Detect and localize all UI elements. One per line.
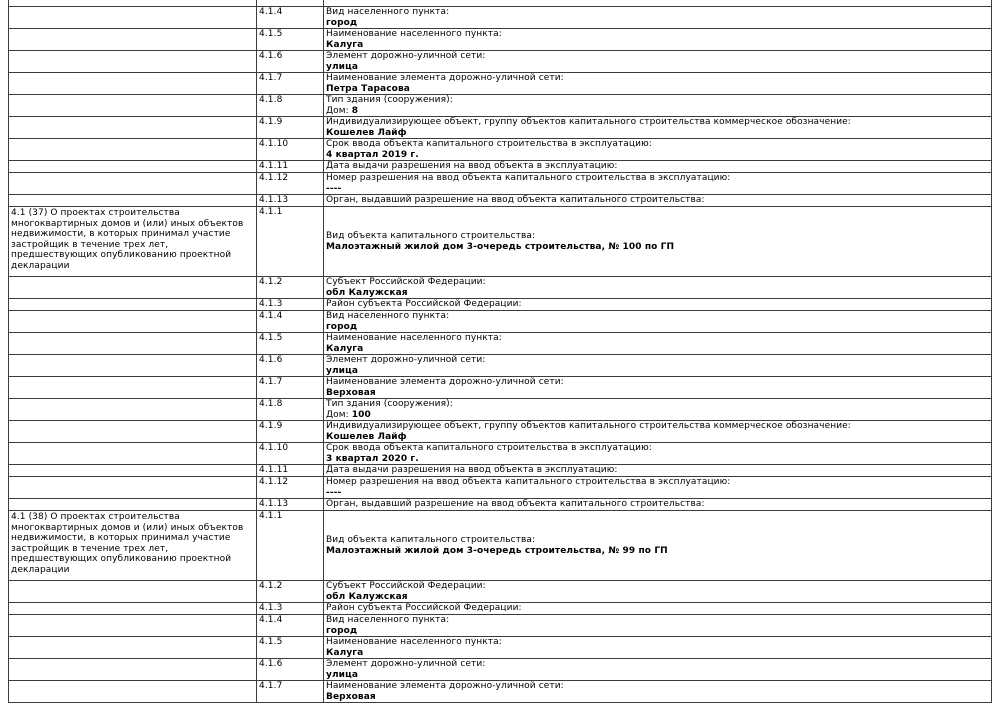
section-cell xyxy=(9,73,257,95)
field-value-text: улица xyxy=(326,61,359,72)
row-number-cell: 4.1.4 xyxy=(257,615,324,637)
field-label: Район субъекта Российской Федерации: xyxy=(326,299,522,309)
section-cell xyxy=(9,465,257,477)
field-label: Дата выдачи разрешения на ввод объекта в эксплуатацию: xyxy=(326,161,618,171)
field-value-text: обл Калужская xyxy=(326,287,408,298)
row-number-cell: 4.1.13 xyxy=(257,499,324,511)
field-value xyxy=(326,592,989,603)
field-value-text: Калуга xyxy=(326,39,364,50)
field-value xyxy=(326,150,989,161)
row-number-cell: 4.1.7 xyxy=(257,681,324,703)
field-value-text: Малоэтажный жилой дом 3-очередь строительства, № 100 по ГП xyxy=(326,241,675,252)
field-label: Наименование населенного пункта: xyxy=(326,29,502,39)
section-cell xyxy=(9,333,257,355)
row-content-cell xyxy=(324,161,992,173)
row-content-cell xyxy=(324,465,992,477)
table-row xyxy=(9,615,992,637)
section-cell xyxy=(9,377,257,399)
section-cell xyxy=(9,51,257,73)
table-row xyxy=(9,95,992,117)
row-number-cell: 4.1.2 xyxy=(257,277,324,299)
field-label: Срок ввода объекта капитального строительства в эксплуатацию: xyxy=(326,443,652,453)
table-row xyxy=(9,207,992,277)
field-value xyxy=(326,84,989,95)
field-value-text: обл Калужская xyxy=(326,591,408,602)
field-label: Субъект Российской Федерации: xyxy=(326,581,486,591)
field-value-text: 4 квартал 2019 г. xyxy=(326,149,419,160)
row-content-cell xyxy=(324,399,992,421)
field-value xyxy=(326,488,989,499)
section-title: 4.1 (37) О проектах строительства многоквартирных домов и (или) иных объектов недвижимости, в которых принимал участие застройщик в течение трех лет, предшествующих опубликованию проектной декларации xyxy=(11,208,244,271)
field-label: Орган, выдавший разрешение на ввод объекта капитального строительства: xyxy=(326,195,705,205)
row-content-cell xyxy=(324,7,992,29)
row-content-cell xyxy=(324,511,992,581)
field-label: Элемент дорожно-уличной сети: xyxy=(326,355,486,365)
row-content-cell xyxy=(324,95,992,117)
field-value xyxy=(326,288,989,299)
table-row xyxy=(9,139,992,161)
field-label: Номер разрешения на ввод объекта капитального строительства в эксплуатацию: xyxy=(326,477,731,487)
row-number-cell: 4.1.6 xyxy=(257,355,324,377)
field-label: Субъект Российской Федерации: xyxy=(326,277,486,287)
field-label: Вид объекта капитального строительства: xyxy=(326,231,536,241)
table-row xyxy=(9,161,992,173)
field-label: Тип здания (сооружения): xyxy=(326,95,453,105)
table-row xyxy=(9,511,992,581)
row-number-cell: 4.1.12 xyxy=(257,477,324,499)
table-body xyxy=(9,0,992,703)
field-value xyxy=(326,242,989,253)
row-number-cell: 4.1.10 xyxy=(257,443,324,465)
row-number-cell: 4.1.11 xyxy=(257,161,324,173)
row-number-cell: 4.1.4 xyxy=(257,311,324,333)
section-cell xyxy=(9,7,257,29)
row-number-cell: 4.1.1 xyxy=(257,511,324,581)
row-content-cell xyxy=(324,421,992,443)
section-cell xyxy=(9,173,257,195)
field-value xyxy=(326,344,989,355)
row-content-cell xyxy=(324,499,992,511)
table-row xyxy=(9,659,992,681)
field-value-text: город xyxy=(326,321,358,332)
row-number-cell: 4.1.9 xyxy=(257,117,324,139)
row-number-cell: 4.1.8 xyxy=(257,399,324,421)
table-row xyxy=(9,637,992,659)
section-cell xyxy=(9,603,257,615)
table-row xyxy=(9,277,992,299)
section-cell xyxy=(9,399,257,421)
field-value-text: Петра Тарасова xyxy=(326,83,410,94)
row-number-cell: 4.1.10 xyxy=(257,139,324,161)
row-number-cell: 4.1.7 xyxy=(257,73,324,95)
row-content-cell xyxy=(324,311,992,333)
row-number-cell: 4.1.9 xyxy=(257,421,324,443)
row-content-cell xyxy=(324,377,992,399)
row-content-cell xyxy=(324,581,992,603)
table-row xyxy=(9,355,992,377)
table-row xyxy=(9,333,992,355)
section-cell xyxy=(9,421,257,443)
section-cell xyxy=(9,161,257,173)
field-value xyxy=(326,62,989,73)
table-row xyxy=(9,173,992,195)
field-label: Орган, выдавший разрешение на ввод объекта капитального строительства: xyxy=(326,499,705,509)
row-content-cell xyxy=(324,29,992,51)
section-cell xyxy=(9,581,257,603)
section-title: 4.1 (38) О проектах строительства многоквартирных домов и (или) иных объектов недвижимости, в которых принимал участие застройщик в течение трех лет, предшествующих опубликованию проектной декларации xyxy=(11,512,244,575)
section-cell xyxy=(9,117,257,139)
row-number-cell: 4.1.4 xyxy=(257,7,324,29)
table-row xyxy=(9,311,992,333)
field-value xyxy=(326,322,989,333)
field-value-text: Калуга xyxy=(326,647,364,658)
row-content-cell xyxy=(324,681,992,703)
field-value xyxy=(326,40,989,51)
row-number-cell: 4.1.1 xyxy=(257,207,324,277)
field-label: Индивидуализирующее объект, группу объектов капитального строительства коммерческое обозначение: xyxy=(326,421,851,431)
row-content-cell xyxy=(324,443,992,465)
field-label: Вид населенного пункта: xyxy=(326,311,450,321)
row-number-cell: 4.1.5 xyxy=(257,637,324,659)
row-content-cell xyxy=(324,659,992,681)
field-value xyxy=(326,648,989,659)
row-content-cell xyxy=(324,73,992,95)
field-value xyxy=(326,454,989,465)
section-cell xyxy=(9,311,257,333)
table-row xyxy=(9,299,992,311)
field-value-text: 8 xyxy=(351,105,359,116)
row-content-cell xyxy=(324,333,992,355)
field-value-text: Кошелев Лайф xyxy=(326,431,407,442)
row-content-cell xyxy=(324,117,992,139)
section-cell xyxy=(9,355,257,377)
row-number-cell: 4.1.11 xyxy=(257,465,324,477)
field-label: Наименование элемента дорожно-уличной сети: xyxy=(326,73,564,83)
section-cell xyxy=(9,299,257,311)
row-number-cell: 4.1.13 xyxy=(257,195,324,207)
field-value-text: Калуга xyxy=(326,343,364,354)
table-row xyxy=(9,195,992,207)
field-value xyxy=(326,388,989,399)
section-cell xyxy=(9,443,257,465)
declaration-table xyxy=(8,0,992,703)
table-row xyxy=(9,51,992,73)
field-value-text: город xyxy=(326,17,358,28)
row-number-cell: 4.1.8 xyxy=(257,95,324,117)
section-cell xyxy=(9,277,257,299)
table-row xyxy=(9,29,992,51)
row-content-cell xyxy=(324,615,992,637)
field-value-text: Кошелев Лайф xyxy=(326,127,407,138)
field-value xyxy=(326,366,989,377)
field-label: Наименование населенного пункта: xyxy=(326,637,502,647)
section-cell xyxy=(9,681,257,703)
section-cell xyxy=(9,659,257,681)
field-label: Район субъекта Российской Федерации: xyxy=(326,603,522,613)
field-label: Вид населенного пункта: xyxy=(326,615,450,625)
section-cell xyxy=(9,637,257,659)
table-row xyxy=(9,377,992,399)
field-value-text: Верховая xyxy=(326,691,376,702)
section-cell xyxy=(9,615,257,637)
row-number-cell: 4.1.6 xyxy=(257,51,324,73)
field-label: Наименование элемента дорожно-уличной сети: xyxy=(326,377,564,387)
field-value xyxy=(326,432,989,443)
field-value xyxy=(326,410,989,421)
field-label: Срок ввода объекта капитального строительства в эксплуатацию: xyxy=(326,139,652,149)
row-number-cell: 4.1.12 xyxy=(257,173,324,195)
row-content-cell xyxy=(324,173,992,195)
section-cell xyxy=(9,499,257,511)
field-value-text: 3 квартал 2020 г. xyxy=(326,453,419,464)
table-row xyxy=(9,399,992,421)
field-value-text: Верховая xyxy=(326,387,376,398)
table-row xyxy=(9,477,992,499)
table-row xyxy=(9,7,992,29)
field-value-text: улица xyxy=(326,669,359,680)
table-row xyxy=(9,681,992,703)
field-value-text: город xyxy=(326,625,358,636)
table-row xyxy=(9,465,992,477)
field-label: Индивидуализирующее объект, группу объектов капитального строительства коммерческое обозначение: xyxy=(326,117,851,127)
field-value-text: ---- xyxy=(326,183,342,194)
field-value-text: улица xyxy=(326,365,359,376)
row-number-cell: 4.1.5 xyxy=(257,29,324,51)
row-content-cell xyxy=(324,207,992,277)
field-label: Дата выдачи разрешения на ввод объекта в эксплуатацию: xyxy=(326,465,618,475)
field-label: Наименование элемента дорожно-уличной сети: xyxy=(326,681,564,691)
row-content-cell xyxy=(324,477,992,499)
row-number-cell: 4.1.5 xyxy=(257,333,324,355)
field-value-prefix: Дом: xyxy=(326,105,352,116)
row-number-cell: 4.1.7 xyxy=(257,377,324,399)
field-value xyxy=(326,128,989,139)
field-label: Элемент дорожно-уличной сети: xyxy=(326,51,486,61)
field-label: Элемент дорожно-уличной сети: xyxy=(326,659,486,669)
section-cell xyxy=(9,29,257,51)
field-value xyxy=(326,692,989,703)
section-cell xyxy=(9,511,257,581)
field-label: Тип здания (сооружения): xyxy=(326,399,453,409)
section-cell xyxy=(9,477,257,499)
row-content-cell xyxy=(324,603,992,615)
row-content-cell xyxy=(324,195,992,207)
field-label: Вид населенного пункта: xyxy=(326,7,450,17)
field-value-text: ---- xyxy=(326,487,342,498)
row-content-cell xyxy=(324,277,992,299)
section-cell xyxy=(9,139,257,161)
table-row xyxy=(9,443,992,465)
field-value xyxy=(326,106,989,117)
field-label: Вид объекта капитального строительства: xyxy=(326,535,536,545)
table-row xyxy=(9,499,992,511)
field-value-prefix: Дом: xyxy=(326,409,352,420)
table-row xyxy=(9,581,992,603)
row-number-cell: 4.1.2 xyxy=(257,581,324,603)
row-content-cell xyxy=(324,51,992,73)
section-cell xyxy=(9,95,257,117)
field-value xyxy=(326,626,989,637)
field-value xyxy=(326,18,989,29)
row-number-cell: 4.1.3 xyxy=(257,299,324,311)
field-value xyxy=(326,184,989,195)
table-row xyxy=(9,73,992,95)
table-row xyxy=(9,421,992,443)
row-content-cell xyxy=(324,299,992,311)
row-number-cell: 4.1.6 xyxy=(257,659,324,681)
field-label: Номер разрешения на ввод объекта капитального строительства в эксплуатацию: xyxy=(326,173,731,183)
row-number-cell: 4.1.3 xyxy=(257,603,324,615)
row-content-cell xyxy=(324,637,992,659)
table-row xyxy=(9,603,992,615)
row-content-cell xyxy=(324,139,992,161)
field-label: Наименование населенного пункта: xyxy=(326,333,502,343)
field-value xyxy=(326,546,989,557)
field-value xyxy=(326,670,989,681)
row-content-cell xyxy=(324,355,992,377)
table-row xyxy=(9,117,992,139)
field-value-text: Малоэтажный жилой дом 3-очередь строительства, № 99 по ГП xyxy=(326,545,668,556)
section-cell xyxy=(9,195,257,207)
field-value-text: 100 xyxy=(351,409,371,420)
section-cell xyxy=(9,207,257,277)
